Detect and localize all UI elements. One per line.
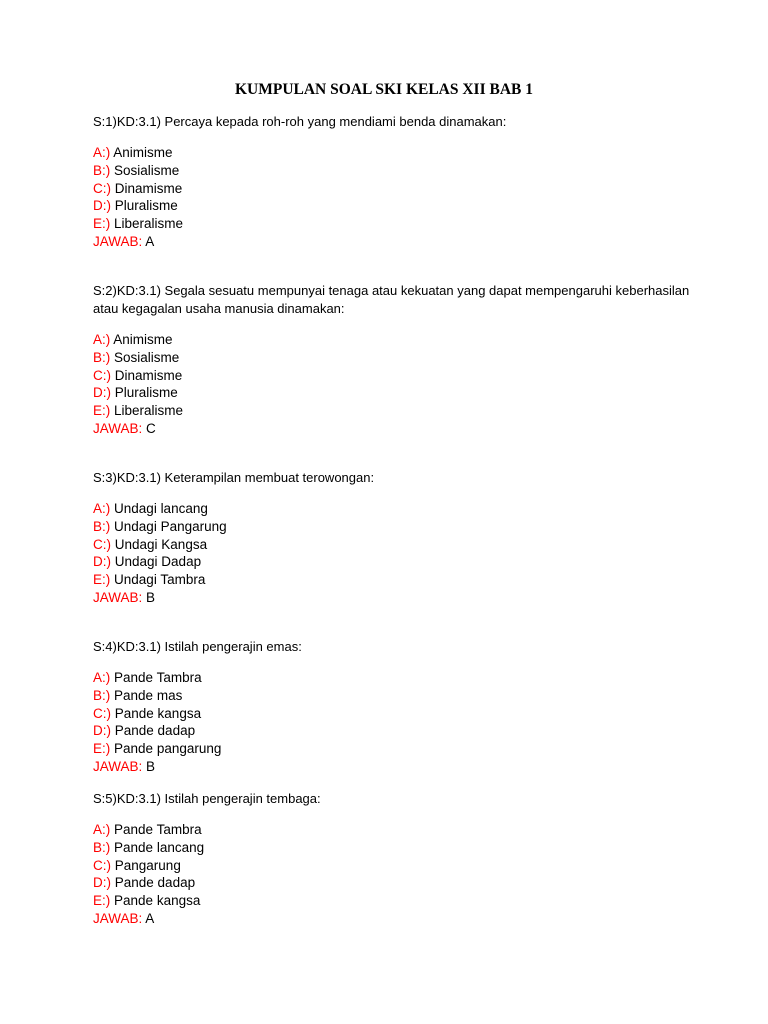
option-b <box>93 518 693 536</box>
answer-value: B <box>146 589 156 605</box>
option-text: Dinamisme <box>114 367 183 383</box>
option-text: Pande Tambra <box>114 670 202 685</box>
answer-line <box>93 589 693 607</box>
option-text: Pande kangsa <box>114 705 202 721</box>
option-label: D:) <box>93 723 111 739</box>
question-block-3 <box>93 469 693 607</box>
option-label: E:) <box>93 741 111 757</box>
option-a <box>93 821 693 839</box>
question-text: S:1)KD:3.1) Percaya kepada roh-roh yang mendiami benda dinamakan: <box>93 114 507 129</box>
answer-line <box>93 420 693 438</box>
option-e <box>93 215 693 233</box>
option-d <box>93 722 693 740</box>
option-text: Dinamisme <box>114 180 183 196</box>
option-label: C:) <box>93 536 111 552</box>
answer-label: JAWAB: <box>93 420 143 436</box>
option-text: Pluralisme <box>114 385 178 401</box>
option-text: Undagi Dadap <box>114 554 202 570</box>
option-text: Pande Tambra <box>114 822 202 837</box>
option-label: C:) <box>93 705 111 721</box>
question-block-2 <box>93 282 693 438</box>
answer-label: JAWAB: <box>93 589 143 605</box>
answer-label: JAWAB: <box>93 758 143 774</box>
question-text: S:3)KD:3.1) Keterampilan membuat terowongan: <box>93 470 375 485</box>
option-text: Pangarung <box>114 857 181 873</box>
answer-value: A <box>145 233 155 249</box>
option-a <box>93 331 693 349</box>
option-label: C:) <box>93 180 111 196</box>
option-text: Pande dadap <box>114 723 196 739</box>
option-text: Undagi Tambra <box>114 572 206 588</box>
answer-value: B <box>146 758 156 774</box>
option-label: A:) <box>93 145 111 160</box>
question-block-5 <box>93 790 693 928</box>
option-label: D:) <box>93 198 111 214</box>
option-text: Pande mas <box>114 687 183 703</box>
option-d <box>93 553 693 571</box>
option-a <box>93 144 693 162</box>
option-c <box>93 180 693 198</box>
option-text: Animisme <box>113 332 173 347</box>
option-b <box>93 162 693 180</box>
question-text: S:4)KD:3.1) Istilah pengerajin emas: <box>93 639 302 654</box>
option-text: Pande dadap <box>114 875 196 891</box>
option-c <box>93 857 693 875</box>
option-b <box>93 687 693 705</box>
question-block-4 <box>93 638 693 776</box>
option-label: D:) <box>93 554 111 570</box>
option-d <box>93 874 693 892</box>
option-text: Pande kangsa <box>114 893 201 909</box>
document-title: KUMPULAN SOAL SKI KELAS XII BAB 1 <box>234 81 533 98</box>
option-a <box>93 500 693 518</box>
option-e <box>93 571 693 589</box>
answer-value: A <box>145 910 155 926</box>
question-text: S:5)KD:3.1) Istilah pengerajin tembaga: <box>93 791 321 806</box>
option-a <box>93 669 693 687</box>
option-label: D:) <box>93 385 111 401</box>
option-text: Liberalisme <box>114 403 184 419</box>
answer-label: JAWAB: <box>93 910 143 926</box>
question-block-1 <box>93 113 693 251</box>
option-label: B:) <box>93 839 111 855</box>
option-e <box>93 892 693 910</box>
option-label: B:) <box>93 162 111 178</box>
option-label: C:) <box>93 367 111 383</box>
option-label: A:) <box>93 332 111 347</box>
option-c <box>93 367 693 385</box>
question-text: S:2)KD:3.1) Segala sesuatu mempunyai tenaga atau kekuatan yang dapat mempengaruhi keberhasilan atau kegagalan usaha manusia dinamakan: <box>93 283 690 316</box>
option-label: B:) <box>93 349 111 365</box>
option-text: Sosialisme <box>114 162 180 178</box>
answer-line <box>93 758 693 776</box>
option-d <box>93 384 693 402</box>
option-text: Pande pangarung <box>114 741 222 757</box>
option-text: Pluralisme <box>114 198 178 214</box>
option-c <box>93 705 693 723</box>
option-label: E:) <box>93 216 111 232</box>
option-text: Animisme <box>113 145 173 160</box>
option-label: C:) <box>93 857 111 873</box>
option-text: Undagi Kangsa <box>114 536 208 552</box>
option-d <box>93 197 693 215</box>
option-e <box>93 740 693 758</box>
option-c <box>93 536 693 554</box>
answer-label: JAWAB: <box>93 233 143 249</box>
option-text: Pande lancang <box>114 839 205 855</box>
option-text: Undagi lancang <box>114 501 208 516</box>
option-e <box>93 402 693 420</box>
answer-value: C <box>146 420 156 436</box>
option-label: A:) <box>93 670 111 685</box>
answer-line <box>93 233 693 251</box>
option-b <box>93 349 693 367</box>
answer-line <box>93 910 693 928</box>
option-b <box>93 839 693 857</box>
option-label: E:) <box>93 572 111 588</box>
option-label: E:) <box>93 403 111 419</box>
option-label: E:) <box>93 893 111 909</box>
option-label: A:) <box>93 822 111 837</box>
option-label: B:) <box>93 687 111 703</box>
option-text: Undagi Pangarung <box>114 518 227 534</box>
option-label: D:) <box>93 875 111 891</box>
option-label: A:) <box>93 501 111 516</box>
option-label: B:) <box>93 518 111 534</box>
option-text: Liberalisme <box>114 216 184 232</box>
option-text: Sosialisme <box>114 349 180 365</box>
